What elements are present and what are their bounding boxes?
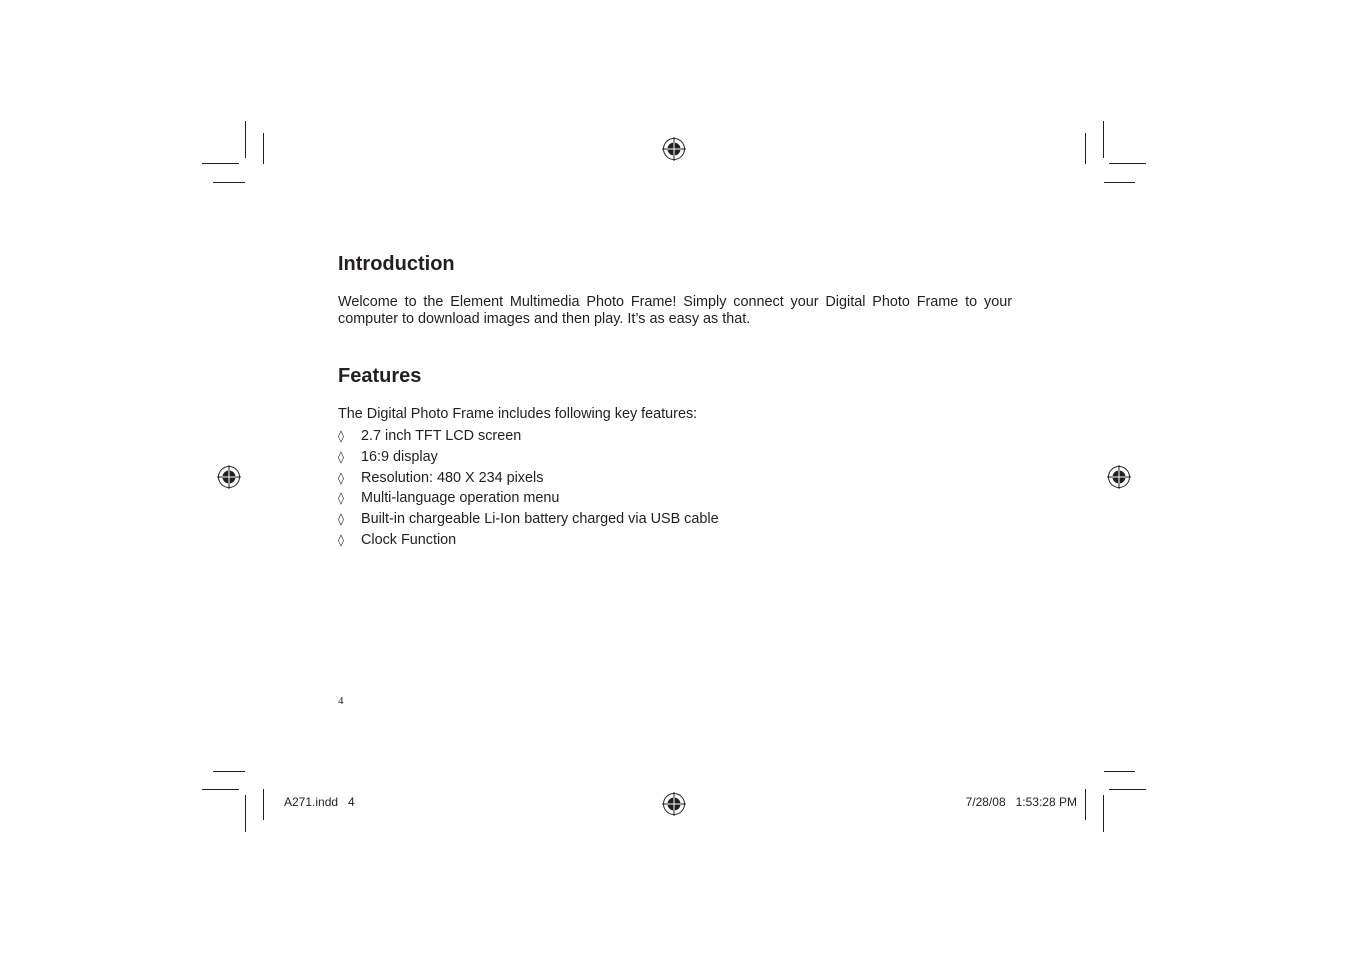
registration-mark-icon <box>662 792 686 816</box>
diamond-bullet-icon: ◊ <box>338 532 344 547</box>
list-item <box>338 530 719 551</box>
feature-item-text: Built-in chargeable Li-Ion battery charged via USB cable <box>361 511 719 528</box>
slug-timestamp: 7/28/08 1:53:28 PM <box>965 795 1077 809</box>
crop-mark <box>202 163 239 164</box>
registration-mark-icon <box>217 465 241 489</box>
feature-item-text: Resolution: 480 X 234 pixels <box>361 469 544 486</box>
list-item <box>338 468 719 489</box>
diamond-bullet-icon: ◊ <box>338 512 344 527</box>
crop-mark <box>1103 795 1104 832</box>
crop-mark <box>213 182 245 183</box>
feature-item-text: 2.7 inch TFT LCD screen <box>361 428 522 444</box>
diamond-bullet-icon: ◊ <box>338 449 344 464</box>
feature-list <box>338 426 719 551</box>
page-number: 4 <box>338 695 344 707</box>
introduction-paragraph: Welcome to the Element Multimedia Photo Frame! Simply connect your Digital Photo Frame to your computer to download images and then play. It’s as easy as that. <box>338 294 1012 327</box>
crop-mark <box>1103 121 1104 158</box>
diamond-bullet-icon: ◊ <box>338 429 344 443</box>
registration-mark-icon <box>662 137 686 161</box>
crop-mark <box>1109 789 1146 790</box>
diamond-bullet-icon: ◊ <box>338 470 344 485</box>
crop-mark <box>1085 789 1086 820</box>
crop-mark <box>263 133 264 164</box>
crop-mark <box>1109 163 1146 164</box>
feature-item-text: 16:9 display <box>361 448 438 465</box>
slug-file-name: A271.indd 4 <box>284 795 355 809</box>
crop-mark <box>1085 133 1086 164</box>
section-heading-introduction: Introduction <box>338 253 455 275</box>
crop-mark <box>263 789 264 820</box>
crop-mark <box>202 789 239 790</box>
section-heading-features: Features <box>338 365 422 387</box>
crop-mark <box>245 121 246 158</box>
list-item <box>338 488 719 509</box>
diamond-bullet-icon: ◊ <box>338 491 344 506</box>
features-intro-paragraph: The Digital Photo Frame includes following key features: <box>338 406 698 422</box>
crop-mark <box>1104 182 1135 183</box>
list-item <box>338 447 719 468</box>
feature-item-text: Clock Function <box>361 531 457 548</box>
feature-item-text: Multi-language operation menu <box>361 490 560 507</box>
crop-mark <box>213 771 245 772</box>
list-item <box>338 426 719 447</box>
list-item <box>338 509 719 530</box>
registration-mark-icon <box>1107 465 1131 489</box>
crop-mark <box>1104 771 1135 772</box>
crop-mark <box>245 795 246 832</box>
